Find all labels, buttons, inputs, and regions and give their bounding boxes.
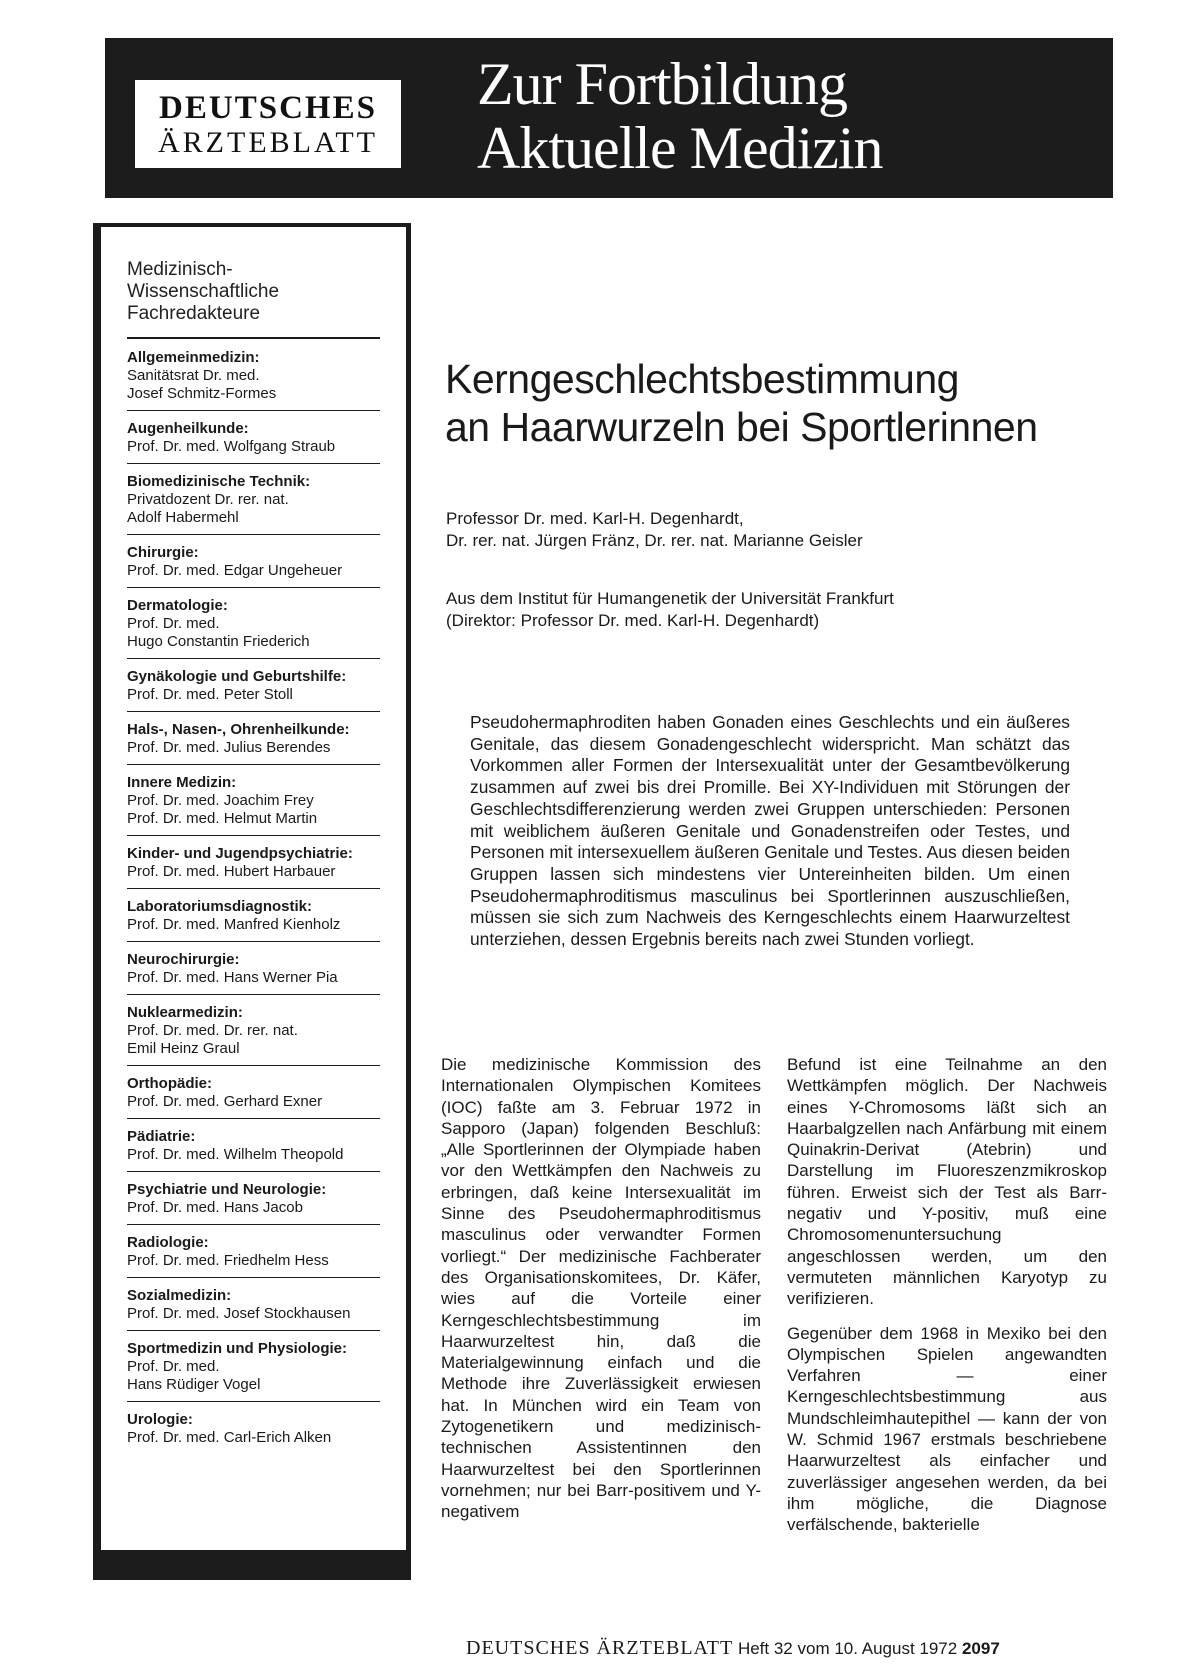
specialty-heading: Dermatologie: xyxy=(127,597,228,614)
editor-name: Prof. Dr. med. Julius Berendes xyxy=(127,739,331,756)
specialty-heading: Chirurgie: xyxy=(127,544,199,561)
editor-section xyxy=(127,721,380,765)
editors-heading-line: Wissenschaftliche xyxy=(127,281,280,302)
editor-name: Prof. Dr. med. Friedhelm Hess xyxy=(127,1252,329,1269)
body-column-left xyxy=(441,1054,761,1536)
editors-heading-line: Fachredakteure xyxy=(127,303,261,324)
affiliation-line-1: Aus dem Institut für Humangenetik der Universität Frankfurt xyxy=(446,589,894,608)
editor-name: Prof. Dr. med. Josef Stockhausen xyxy=(127,1305,351,1322)
editor-name: Prof. Dr. med. Hans Jacob xyxy=(127,1199,303,1216)
editor-name: Prof. Dr. med. xyxy=(127,1358,220,1375)
editor-section xyxy=(127,1340,380,1402)
specialty-heading: Sportmedizin und Physiologie: xyxy=(127,1340,348,1357)
article-title xyxy=(445,355,1125,451)
publication-logo xyxy=(133,78,403,170)
section-title-line-2: Aktuelle Medizin xyxy=(477,115,883,181)
article-title-line-1: Kerngeschlechtsbestimmung xyxy=(445,356,959,402)
editor-name: Emil Heinz Graul xyxy=(127,1040,240,1057)
editor-section xyxy=(127,349,380,411)
editor-name: Adolf Habermehl xyxy=(127,509,239,526)
article-abstract: Pseudohermaphroditen haben Gonaden eines Geschlechts und ein äußeres Genitale, das diesem Gonadengeschlecht widerspricht. Man schätzt das Vorkommen aller Formen der Intersexualität unter der Gesamtbevölkerung zusammen auf zwei bis drei Promille. Bei XY-Individuen mit Störungen der Geschlechtsdifferenzierung werden zwei Gruppen unterschieden: Personen mit weiblichem äußeren Genitale und Gonadenstreifen oder Testes, und Personen mit intersexuellem äußeren Genitale und Testes. Aus diesen beiden Gruppen lassen sich mindestens vier Untereinheiten bilden. Um einen Pseudohermaphroditismus masculinus bei Sportlerinnen auszuschließen, müssen sie sich zum Nachweis des Kerngeschlechts einem Haarwurzeltest unterziehen, dessen Ergebnis bereits nach zwei Stunden vorliegt. xyxy=(470,712,1070,950)
editor-section xyxy=(127,544,380,588)
specialty-heading: Radiologie: xyxy=(127,1234,209,1251)
editor-section xyxy=(127,1181,380,1225)
specialty-heading: Augenheilkunde: xyxy=(127,420,249,437)
authors-line-2: Dr. rer. nat. Jürgen Fränz, Dr. rer. nat. Marianne Geisler xyxy=(446,531,863,550)
page-footer xyxy=(466,1635,1106,1661)
specialty-heading: Innere Medizin: xyxy=(127,774,237,791)
specialty-heading: Pädiatrie: xyxy=(127,1128,196,1145)
specialty-heading: Neurochirurgie: xyxy=(127,951,240,968)
body-paragraph: Befund ist eine Teilnahme an den Wettkämpfen möglich. Der Nachweis eines Y-Chromosoms läßt sich an Haarbalgzellen nach Anfärbung mit einem Quinakrin-Derivat (Atebrin) und Darstellung im Fluoreszenzmikroskop führen. Erweist sich der Test als Barr-negativ und Y-positiv, muß eine Chromosomenuntersuchung angeschlossen werden, um den vermuteten männlichen Karyotyp zu verifizieren. xyxy=(787,1055,1107,1309)
specialty-heading: Laboratoriumsdiagnostik: xyxy=(127,898,313,915)
editor-section xyxy=(127,845,380,889)
logo-line-2: ÄRZTEBLATT xyxy=(158,126,378,159)
editor-name: Prof. Dr. med. Gerhard Exner xyxy=(127,1093,323,1110)
editors-heading-line: Medizinisch- xyxy=(127,259,233,280)
editor-section xyxy=(127,1004,380,1066)
specialty-heading: Gynäkologie und Geburtshilfe: xyxy=(127,668,347,685)
editor-section xyxy=(127,473,380,535)
editor-section xyxy=(127,951,380,995)
specialty-heading: Urologie: xyxy=(127,1411,193,1428)
editor-section xyxy=(127,1075,380,1119)
section-title xyxy=(477,52,883,180)
editor-name: Prof. Dr. med. Joachim Frey xyxy=(127,792,314,809)
editor-name: Josef Schmitz-Formes xyxy=(127,385,277,402)
specialty-heading: Biomedizinische Technik: xyxy=(127,473,311,490)
specialty-heading: Psychiatrie und Neurologie: xyxy=(127,1181,327,1198)
page-number: 2097 xyxy=(961,1639,1000,1658)
editor-section xyxy=(127,1411,380,1454)
specialty-heading: Allgemeinmedizin: xyxy=(127,349,260,366)
affiliation-line-2: (Direktor: Professor Dr. med. Karl-H. Degenhardt) xyxy=(446,611,820,630)
body-paragraph: Gegenüber dem 1968 in Mexiko bei den Olympischen Spielen angewandten Verfahren — einer Kerngeschlechtsbestimmung aus Mundschleimhautepithel — kann der von W. Schmid 1967 erstmals beschriebene Haarwurzeltest als einfacher und zuverlässiger angesehen werden, da bei ihm mögliche, die Diagnose verfälschende, bakterielle xyxy=(787,1323,1107,1535)
article-authors xyxy=(446,508,1126,552)
editor-section xyxy=(127,668,380,712)
editor-name: Hugo Constantin Friederich xyxy=(127,633,310,650)
editor-name: Prof. Dr. med. Dr. rer. nat. xyxy=(127,1022,298,1039)
editors-sidebar-panel xyxy=(100,226,407,1551)
editor-name: Prof. Dr. med. Carl-Erich Alken xyxy=(127,1429,332,1446)
editor-name: Prof. Dr. med. xyxy=(127,615,220,632)
editor-name: Hans Rüdiger Vogel xyxy=(127,1376,261,1393)
specialty-heading: Hals-, Nasen-, Ohrenheilkunde: xyxy=(127,721,350,738)
article-title-line-2: an Haarwurzeln bei Sportlerinnen xyxy=(445,404,1038,450)
section-title-line-1: Zur Fortbildung xyxy=(477,51,847,117)
editor-section xyxy=(127,774,380,836)
editor-section xyxy=(127,420,380,464)
authors-line-1: Professor Dr. med. Karl-H. Degenhardt, xyxy=(446,509,744,528)
editor-name: Prof. Dr. med. Hans Werner Pia xyxy=(127,969,338,986)
footer-issue: Heft 32 vom 10. August 1972 xyxy=(737,1639,958,1658)
editor-name: Prof. Dr. med. Edgar Ungeheuer xyxy=(127,562,343,579)
editor-section xyxy=(127,1287,380,1331)
logo-line-1: DEUTSCHES xyxy=(159,90,377,126)
editor-section xyxy=(127,1128,380,1172)
body-column-right xyxy=(787,1054,1107,1549)
editors-list xyxy=(127,349,380,1454)
footer-publication: DEUTSCHES ÄRZTEBLATT xyxy=(466,1637,734,1659)
specialty-heading: Kinder- und Jugendpsychiatrie: xyxy=(127,845,353,862)
body-paragraph: Die medizinische Kommission des Internationalen Olympischen Komitees (IOC) faßte am 3. Februar 1972 in Sapporo (Japan) folgenden Beschluß: „Alle Sportlerinnen der Olympiade haben vor den Wettkämpfen den Nachweis zu erbringen, daß keine Intersexualität im Sinne des Pseudohermaphroditismus masculinus oder verwandter Formen vorliegt.“ Der medizinische Fachberater des Organisationskomitees, Dr. Käfer, wies auf die Vorteile einer Kerngeschlechtsbestimmung im Haarwurzeltest hin, daß die Materialgewinnung einfach und die Methode ihre Zuverlässigkeit erwiesen hat. In München wird ein Team von Zytogenetikern und medizinisch-technischen Assistentinnen den Haarwurzeltest bei den Sportlerinnen vornehmen; nur bei Barr-positivem und Y-negativem xyxy=(441,1055,761,1522)
specialty-heading: Orthopädie: xyxy=(127,1075,212,1092)
divider xyxy=(127,337,380,339)
editor-name: Sanitätsrat Dr. med. xyxy=(127,367,260,384)
specialty-heading: Sozialmedizin: xyxy=(127,1287,232,1304)
editor-name: Prof. Dr. med. Helmut Martin xyxy=(127,810,318,827)
article-affiliation xyxy=(446,588,1126,632)
editors-sidebar xyxy=(93,223,411,1580)
editor-section xyxy=(127,1234,380,1278)
editor-name: Prof. Dr. med. Wolfgang Straub xyxy=(127,438,336,455)
editor-name: Prof. Dr. med. Peter Stoll xyxy=(127,686,293,703)
editor-section xyxy=(127,597,380,659)
masthead xyxy=(105,38,1113,198)
specialty-heading: Nuklearmedizin: xyxy=(127,1004,243,1021)
editor-name: Prof. Dr. med. Wilhelm Theopold xyxy=(127,1146,344,1163)
editor-section xyxy=(127,898,380,942)
editor-name: Privatdozent Dr. rer. nat. xyxy=(127,491,289,508)
editor-name: Prof. Dr. med. Hubert Harbauer xyxy=(127,863,336,880)
editor-name: Prof. Dr. med. Manfred Kienholz xyxy=(127,916,341,933)
editors-heading xyxy=(127,259,380,325)
